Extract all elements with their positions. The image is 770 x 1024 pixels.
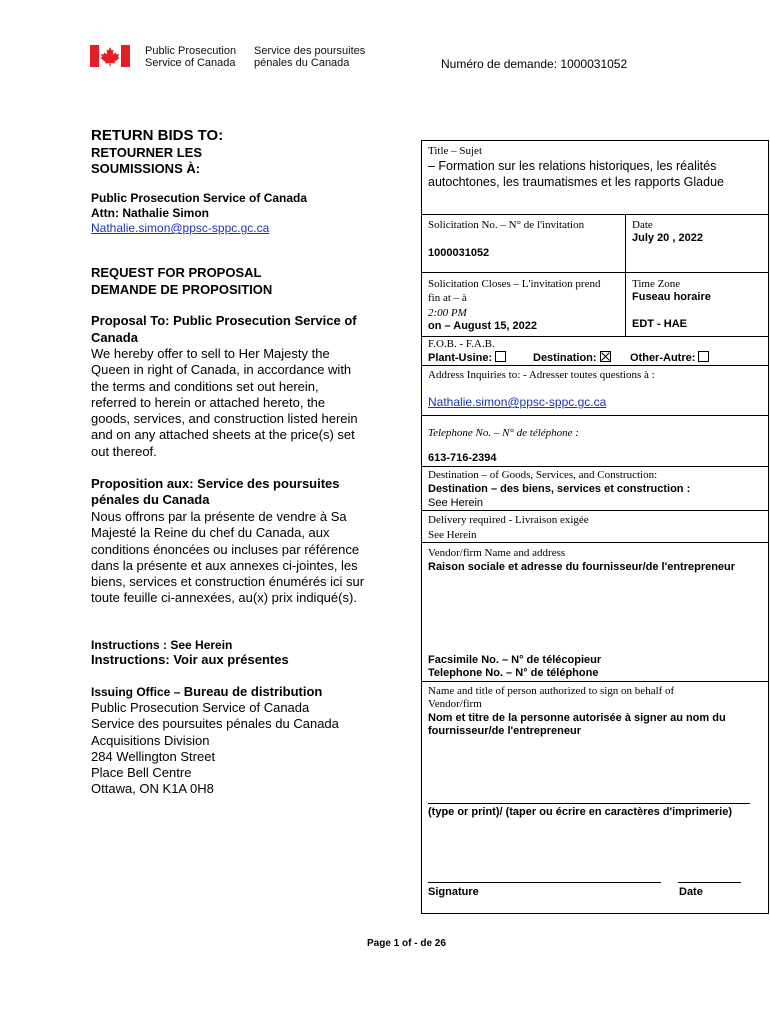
divider — [421, 542, 769, 543]
title-value-line1: – Formation sur les relations historiques, les réalités — [428, 159, 717, 173]
address-line: Public Prosecution Service of Canada — [91, 700, 310, 715]
auth-label-fr-line2: fournisseur/de l'entrepreneur — [428, 725, 581, 737]
issuing-address — [91, 700, 339, 798]
form-bottom-border — [421, 913, 769, 914]
instructions-en: Instructions : See Herein — [91, 638, 233, 652]
brand-fr — [254, 45, 365, 69]
offer-fr — [91, 509, 391, 607]
proposition-line1: Proposition aux: Service des poursuites — [91, 476, 340, 491]
offer-en-line: the terms and conditions set out herein, — [91, 378, 319, 394]
delivery-label: Delivery required - Livraison exigée — [428, 514, 589, 526]
offer-fr-line: Nous offrons par la présente de vendre à Sa — [91, 509, 347, 524]
timezone-label: Time Zone — [632, 278, 681, 290]
timezone-value: EDT - HAE — [632, 318, 687, 330]
date-value: July 20 , 2022 — [632, 232, 703, 244]
solicitation-label: Solicitation No. – N° de l'invitation — [428, 219, 585, 231]
instructions-fr: Instructions: Voir aux présentes — [91, 652, 289, 667]
offer-en-line: referred to herein or attached hereto, the — [91, 394, 326, 410]
title-label: Title – Sujet — [428, 145, 482, 157]
offer-en-line: and on any attached sheets at the price(s) set — [91, 427, 355, 443]
plant-usine-label: Plant-Usine: — [428, 352, 493, 364]
date-sign-label: Date — [679, 886, 703, 898]
offer-en-line: Queen in right of Canada, in accordance with — [91, 362, 352, 378]
issuing-label: Issuing Office – — [91, 685, 184, 699]
date-label: Date — [632, 219, 653, 231]
divider — [421, 272, 769, 273]
fob-label: F.O.B. - F.A.B. — [428, 338, 495, 350]
delivery-value: See Herein — [428, 529, 477, 541]
address-line: Ottawa, ON K1A 0H8 — [91, 781, 214, 797]
destination-goods-label-fr: Destination – des biens, services et construction : — [428, 483, 691, 495]
offer-en — [91, 346, 391, 460]
solicitation-value: 1000031052 — [428, 247, 490, 259]
attn: Attn: Nathalie Simon — [91, 206, 210, 220]
closes-label-line2: fin at – à — [428, 292, 467, 304]
brand-en-line1: Public Prosecution — [145, 45, 237, 57]
page-number: Page 1 of - de 26 — [367, 938, 446, 949]
divider — [421, 510, 769, 511]
address-line: Service des poursuites pénales du Canada — [91, 716, 339, 732]
offer-fr-line: conditions énoncées ou incluses par référence — [91, 541, 360, 557]
offer-fr-line: biens, services et construction énumérés ici sur — [91, 574, 365, 590]
divider — [421, 681, 769, 682]
destination-goods-value: See Herein — [428, 497, 484, 509]
canada-flag-logo — [90, 45, 130, 67]
closes-time: 2:00 PM — [428, 307, 467, 319]
destination-label: Destination: — [533, 352, 597, 364]
inquiry-email-link[interactable]: Nathalie.simon@ppsc-sppc.gc.ca — [428, 395, 607, 409]
divider — [421, 336, 769, 337]
brand-fr-line2: pénales du Canada — [254, 57, 350, 69]
rfp-fr: DEMANDE DE PROPOSITION — [91, 282, 273, 297]
other-autre-checkbox[interactable] — [698, 351, 709, 362]
title-value — [428, 158, 724, 190]
offer-en-line: goods, services, and construction listed herein — [91, 411, 358, 427]
proposal-to-line2: Canada — [91, 330, 138, 345]
brand-en-line2: Service of Canada — [145, 57, 236, 69]
fax-label: Facsimile No. – N° de télécopieur — [428, 654, 602, 666]
closes-date: on – August 15, 2022 — [428, 320, 538, 332]
brand-fr-line1: Service des poursuites — [254, 45, 366, 57]
vendor-label-fr: Raison sociale et adresse du fournisseur/de l'entrepreneur — [428, 561, 736, 573]
form-top-border — [421, 140, 769, 141]
tel-label: Telephone No. – N° de téléphone — [428, 667, 599, 679]
proposition-line2: pénales du Canada — [91, 492, 210, 507]
divider-vertical — [625, 214, 626, 336]
return-fr-line1: RETOURNER LES — [91, 145, 202, 160]
closes-label-line1: Solicitation Closes – L'invitation prend — [428, 278, 601, 290]
divider — [421, 466, 769, 467]
destination-checkbox[interactable] — [600, 351, 611, 362]
offer-en-line: out thereof. — [91, 443, 157, 459]
telephone-label: Telephone No. – N° de téléphone : — [428, 427, 579, 439]
auth-label-line1: Name and title of person authorized to sign on behalf of — [428, 685, 675, 697]
destination-goods-label: Destination – of Goods, Services, and Construction: — [428, 469, 658, 481]
other-autre-label: Other-Autre: — [630, 352, 696, 364]
rfp-en: REQUEST FOR PROPOSAL — [91, 265, 262, 280]
name-signature-line[interactable] — [428, 803, 750, 804]
timezone-label-fr: Fuseau horaire — [632, 291, 711, 303]
divider — [421, 365, 769, 366]
offer-fr-line: Majesté la Reine du chef du Canada, aux — [91, 525, 330, 541]
fob-other — [630, 351, 709, 365]
fob-destination — [533, 351, 611, 365]
plant-usine-checkbox[interactable] — [495, 351, 506, 362]
offer-fr-line: toute feuille ci-annexées, au(x) prix indiqué(s). — [91, 590, 357, 606]
signature-line[interactable] — [428, 882, 661, 883]
offer-fr-line: dans la présente et aux annexes ci-jointes, les — [91, 557, 358, 573]
proposal-to-line1: Proposal To: Public Prosecution Service of — [91, 313, 357, 328]
address-line: Acquisitions Division — [91, 732, 210, 748]
date-line[interactable] — [678, 882, 741, 883]
divider — [421, 415, 769, 416]
return-bids-heading: RETURN BIDS TO: — [91, 127, 224, 144]
issuing-fr: Bureau de distribution — [183, 684, 323, 699]
return-email-link[interactable]: Nathalie.simon@ppsc-sppc.gc.ca — [91, 221, 270, 235]
offer-en-line: We hereby offer to sell to Her Majesty the — [91, 346, 330, 361]
divider — [421, 214, 769, 215]
address-line: Place Bell Centre — [91, 765, 192, 781]
address-inquiries-label: Address Inquiries to: - Adresser toutes questions à : — [428, 369, 655, 381]
request-number: Numéro de demande: 1000031052 — [441, 57, 628, 71]
telephone-value: 613-716-2394 — [428, 452, 497, 464]
org-name: Public Prosecution Service of Canada — [91, 191, 308, 205]
issuing-office — [91, 683, 322, 701]
type-print-label: (type or print)/ (taper ou écrire en caractères d'imprimerie) — [428, 806, 732, 818]
return-fr-line2: SOUMISSIONS À: — [91, 161, 201, 176]
auth-label-line2: Vendor/firm — [428, 698, 482, 710]
vendor-label: Vendor/firm Name and address — [428, 547, 566, 559]
title-value-line2: autochtones, les traumatismes et les rapports Gladue — [428, 175, 724, 189]
fob-plant — [428, 351, 506, 365]
signature-label: Signature — [428, 886, 479, 898]
auth-label-fr-line1: Nom et titre de la personne autorisée à signer au nom du — [428, 712, 726, 724]
brand-en — [145, 45, 236, 69]
address-line: 284 Wellington Street — [91, 748, 216, 764]
